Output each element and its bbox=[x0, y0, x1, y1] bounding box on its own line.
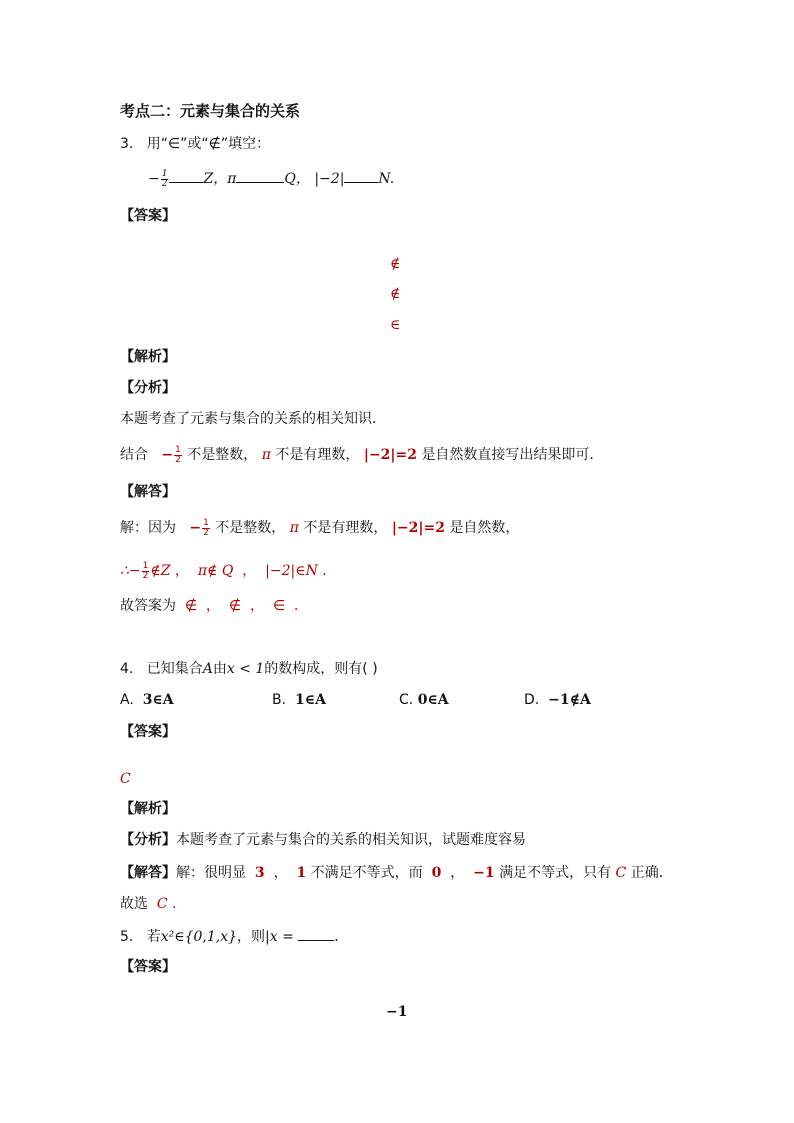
therefore-line: ∴− $\frac{1}{2}$ ∉Z ， π∉ Q ， |−2|∈N ． bbox=[120, 560, 337, 581]
fenxi-line: 【分析】本题考查了元素与集合的关系的相关知识，试题难度容易 bbox=[120, 832, 526, 848]
fenxi-label: 【分析】 bbox=[120, 380, 176, 396]
fenxi-text: 本题考查了元素与集合的关系的相关知识． bbox=[120, 411, 386, 427]
solution-line: 解：因为 − $\frac{1}{2}$ 不是整数， π 不是有理数， |−2|=2 是自然数， bbox=[120, 517, 520, 538]
answer-blank-2[interactable] bbox=[236, 168, 284, 183]
section-title: 考点二：元素与集合的关系 bbox=[120, 102, 301, 120]
answer-label: 【答案】 bbox=[120, 724, 176, 740]
question-3-expression: − $\frac{1}{2}$ Z，π Q， |−2| N. bbox=[148, 168, 395, 189]
analysis-label: 【解析】 bbox=[120, 801, 176, 817]
answer-label: 【答案】 bbox=[120, 208, 176, 224]
fraction: $\frac{1}{2}$ bbox=[175, 444, 181, 465]
question-4-prompt: 4. 已知集合A由x < 1的数构成，则有( ) bbox=[120, 661, 378, 677]
answer-symbol-2: ∉ bbox=[390, 286, 401, 302]
final-answer-line: 故选 C ． bbox=[120, 896, 187, 912]
question-5-prompt: 5. 若x²∈{0,1,x}，则|x = ． bbox=[120, 926, 348, 947]
question-number: 3. bbox=[120, 136, 134, 152]
fraction: $\frac{1}{2}$ bbox=[203, 517, 209, 538]
page-number: −1 bbox=[386, 1004, 408, 1020]
answer-value: C bbox=[120, 771, 131, 787]
answer-symbol-1: ∉ bbox=[390, 256, 401, 272]
final-answer-line: 故答案为 ∉ ， ∉ ， ∈ ． bbox=[120, 598, 309, 614]
option-c[interactable]: C. 0∈A bbox=[399, 692, 449, 708]
combine-line: 结合 − $\frac{1}{2}$ 不是整数， π 不是有理数， |−2|=2 是自然数直接写出结果即可． bbox=[120, 444, 604, 465]
question-3-prompt bbox=[120, 134, 270, 154]
fraction: $\frac{1}{2}$ bbox=[142, 560, 149, 581]
jieda-label: 【解答】 bbox=[120, 484, 176, 500]
analysis-label: 【解析】 bbox=[120, 349, 176, 365]
option-a[interactable]: A. 3∈A bbox=[120, 692, 174, 708]
answer-blank-1[interactable] bbox=[169, 168, 203, 183]
option-d[interactable]: D. −1∉A bbox=[524, 692, 591, 708]
answer-label: 【答案】 bbox=[120, 959, 176, 975]
solution-line: 【解答】解：很明显 3 ， 1 不满足不等式，而 0 ， −1 满足不等式，只有 C 正确． bbox=[120, 865, 673, 881]
question-text: 用“∈”或“∉”填空： bbox=[146, 136, 271, 152]
answer-blank[interactable] bbox=[298, 926, 334, 941]
answer-blank-3[interactable] bbox=[344, 168, 378, 183]
fraction: $\frac{1}{2}$ bbox=[161, 168, 168, 189]
option-b[interactable]: B. 1∈A bbox=[272, 692, 326, 708]
answer-symbol-3: ∈ bbox=[390, 317, 401, 333]
